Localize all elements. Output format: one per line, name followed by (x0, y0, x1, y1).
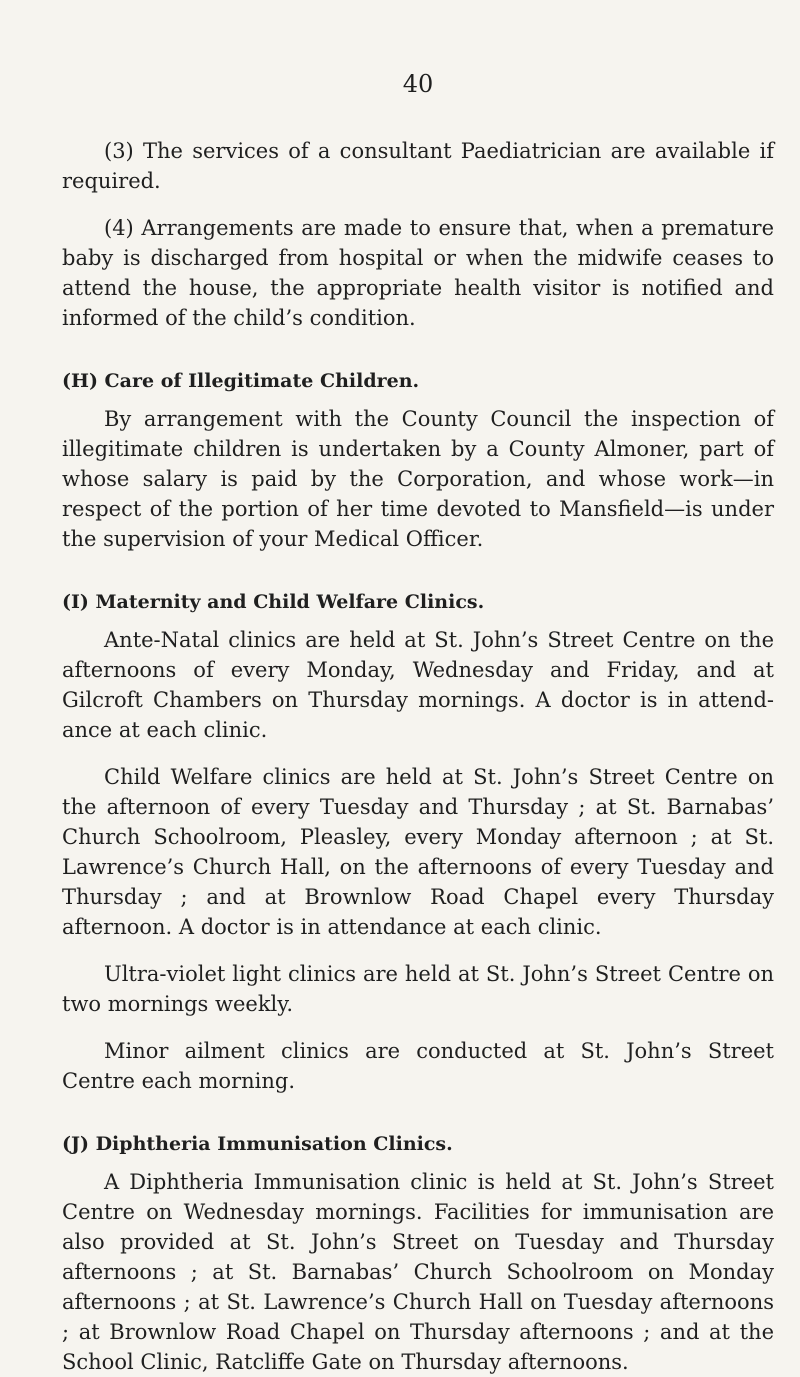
section-j-paragraph: A Diphtheria Immunisation clinic is held at St. John’s Street Centre on Wednesday mornings. Facilities for immunisation are also provided at St. John’s Street on Tuesday and Thursday afternoons ; at St. Barnabas’ Church Schoolroom on Monday afternoons ; at St. Lawrence’s Church Hall on Tuesday afternoons ; at Brownlow Road Chapel on Thursday afternoons ; and at the School Clinic, Ratcliffe Gate on Thursday afternoons. (62, 1170, 774, 1374)
section-i-paragraph-ultraviolet: Ultra-violet light clinics are held at St. John’s Street Centre on two mornings weekly. (62, 962, 774, 1016)
section-j-heading: (J) Diphtheria Immunisation Clinics. (62, 1133, 453, 1155)
document-page (62, 70, 774, 1377)
section-i-paragraph-minor-ailment: Minor ailment clinics are conducted at St. John’s Street Centre each morning. (62, 1039, 774, 1093)
section-i-heading-block (62, 587, 774, 617)
section-j-heading-block (62, 1129, 774, 1159)
section-h-heading-block (62, 366, 774, 396)
section-h-heading: (H) Care of Illegitimate Children. (62, 370, 420, 392)
paragraph-4: (4) Arrangements are made to ensure that, when a premature baby is discharged from hospital or when the midwife ceases to attend the house, the appropriate health visitor is notified and informed of the child’s condition. (62, 216, 774, 330)
section-i-paragraph-antenatal: Ante-Natal clinics are held at St. John’s Street Centre on the afternoons of every Monday, Wednesday and Friday, and at Gilcroft Chambers on Thursday mornings. A doctor is in attendance at each clinic. (62, 628, 774, 742)
paragraph-3: (3) The services of a consultant Paediatrician are available if required. (62, 139, 774, 193)
section-i-paragraph-child-welfare: Child Welfare clinics are held at St. John’s Street Centre on the afternoon of every Tuesday and Thursday ; at St. Barnabas’ Church Schoolroom, Pleasley, every Monday afternoon ; at St. Lawrence’s Church Hall, on the afternoons of every Tuesday and Thursday ; and at Brownlow Road Chapel every Thursday afternoon. A doctor is in attendance at each clinic. (62, 765, 774, 939)
page-number: 40 (402, 70, 434, 98)
section-i-heading: (I) Maternity and Child Welfare Clinics. (62, 591, 485, 613)
section-h-paragraph: By arrangement with the County Council the inspection of illegitimate children is undertaken by a County Almoner, part of whose salary is paid by the Corporation, and whose work—in respect of the portion of her time devoted to Mansfield—is under the supervision of your Medical Officer. (62, 407, 774, 551)
